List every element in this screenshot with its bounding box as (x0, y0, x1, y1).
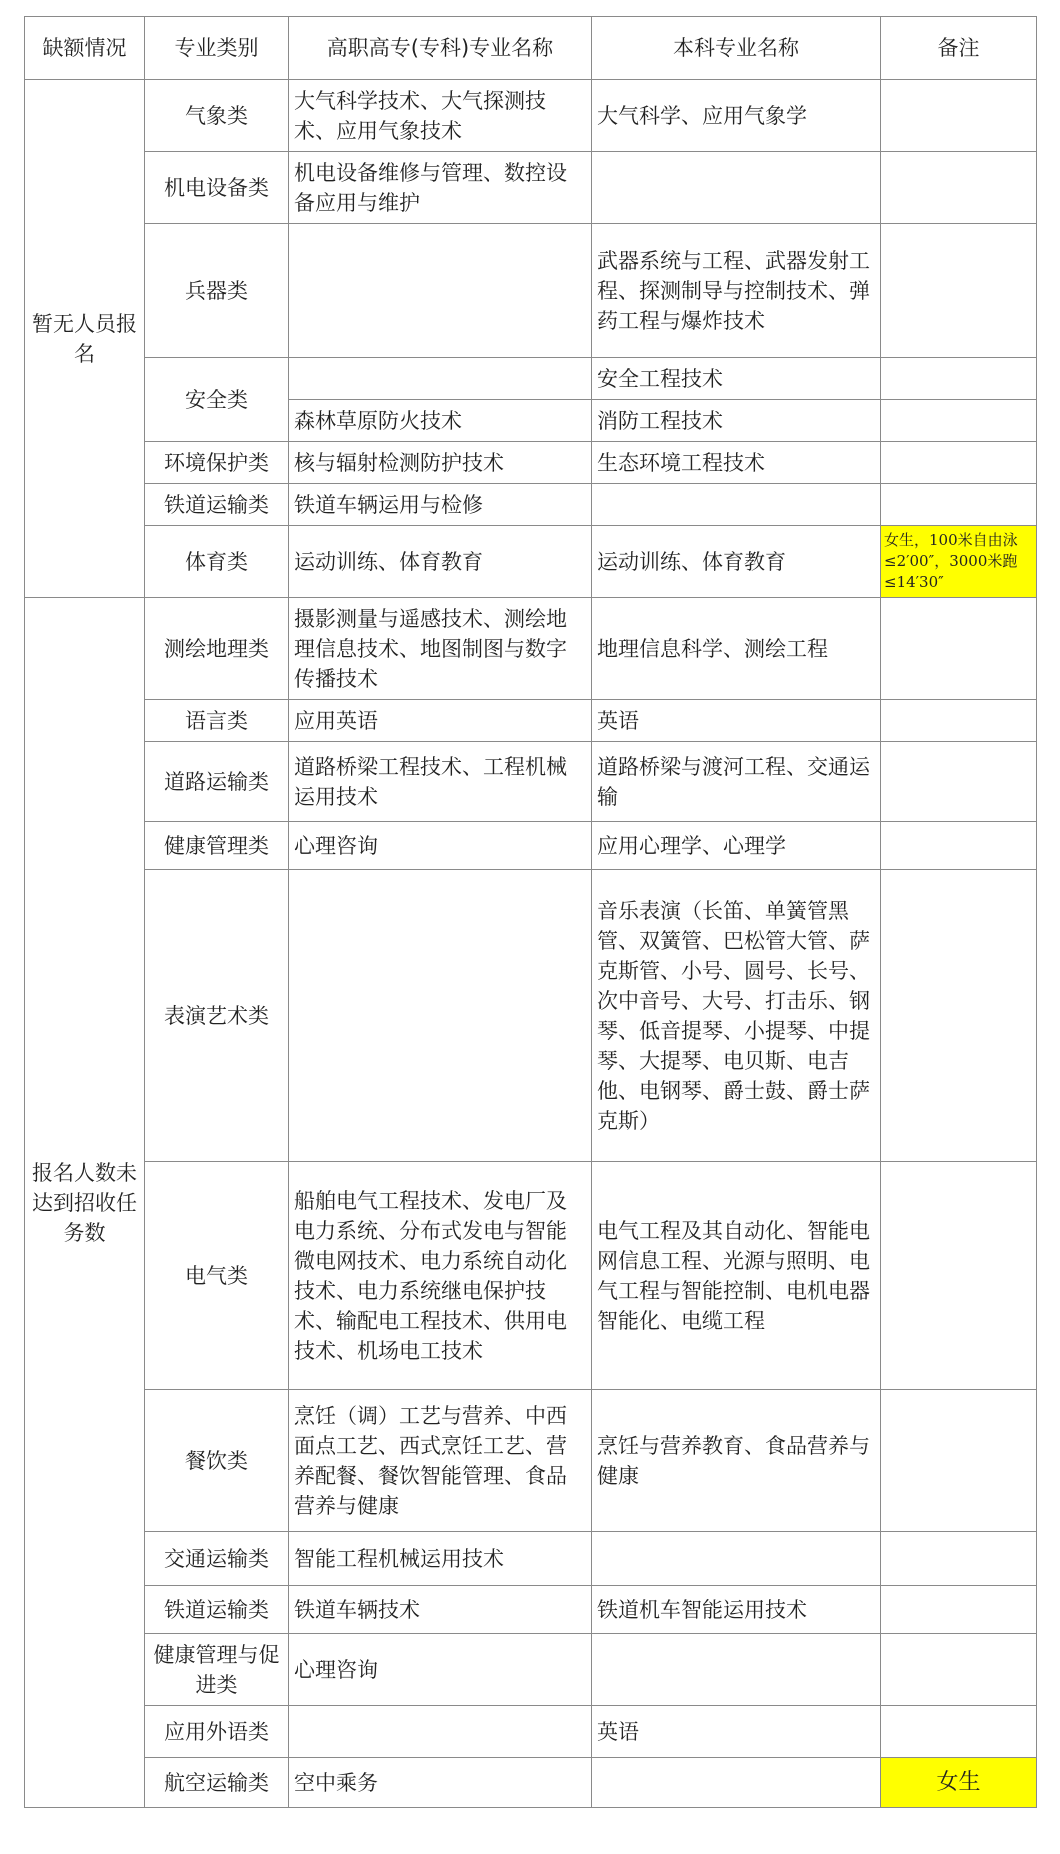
category-cell: 健康管理类 (145, 822, 289, 870)
header-undergrad: 本科专业名称 (592, 17, 881, 80)
category-cell: 餐饮类 (145, 1390, 289, 1532)
undergrad-cell: 生态环境工程技术 (592, 442, 881, 484)
table-row (25, 484, 1037, 526)
category-cell: 交通运输类 (145, 1532, 289, 1586)
vocational-cell (289, 870, 592, 1162)
vocational-cell: 运动训练、体育教育 (289, 526, 592, 598)
header-row (25, 17, 1037, 80)
undergrad-cell (592, 1634, 881, 1706)
note-cell (881, 1390, 1037, 1532)
table-row (25, 742, 1037, 822)
category-cell: 应用外语类 (145, 1706, 289, 1758)
category-cell: 健康管理与促进类 (145, 1634, 289, 1706)
table-row (25, 1162, 1037, 1390)
vocational-cell (289, 224, 592, 358)
table-row (25, 80, 1037, 152)
note-cell (881, 598, 1037, 700)
header-note: 备注 (881, 17, 1037, 80)
vocational-cell: 心理咨询 (289, 822, 592, 870)
category-cell: 安全类 (145, 358, 289, 442)
vocational-cell: 机电设备维修与管理、数控设备应用与维护 (289, 152, 592, 224)
note-cell (881, 1634, 1037, 1706)
category-cell: 测绘地理类 (145, 598, 289, 700)
table-row (25, 358, 1037, 400)
table-row (25, 1758, 1037, 1808)
note-cell-highlight: 女生，100米自由泳≤2′00″，3000米跑≤14′30″ (881, 526, 1037, 598)
vocational-cell: 道路桥梁工程技术、工程机械运用技术 (289, 742, 592, 822)
undergrad-cell: 英语 (592, 1706, 881, 1758)
vocational-cell: 大气科学技术、大气探测技术、应用气象技术 (289, 80, 592, 152)
category-cell: 兵器类 (145, 224, 289, 358)
category-cell: 机电设备类 (145, 152, 289, 224)
vocational-cell: 应用英语 (289, 700, 592, 742)
table-row (25, 1634, 1037, 1706)
header-status: 缺额情况 (25, 17, 145, 80)
category-cell: 道路运输类 (145, 742, 289, 822)
undergrad-cell (592, 484, 881, 526)
vocational-cell: 铁道车辆运用与检修 (289, 484, 592, 526)
vocational-cell: 烹饪（调）工艺与营养、中西面点工艺、西式烹饪工艺、营养配餐、餐饮智能管理、食品营养与健康 (289, 1390, 592, 1532)
undergrad-cell: 武器系统与工程、武器发射工程、探测制导与控制技术、弹药工程与爆炸技术 (592, 224, 881, 358)
vocational-cell (289, 1706, 592, 1758)
note-cell (881, 742, 1037, 822)
vocational-cell: 心理咨询 (289, 1634, 592, 1706)
undergrad-cell: 英语 (592, 700, 881, 742)
table-row (25, 1390, 1037, 1532)
note-cell (881, 152, 1037, 224)
note-cell (881, 1586, 1037, 1634)
table-row (25, 1706, 1037, 1758)
undergrad-cell: 运动训练、体育教育 (592, 526, 881, 598)
note-cell (881, 400, 1037, 442)
table-row (25, 700, 1037, 742)
table-row (25, 1532, 1037, 1586)
group-status-cell: 报名人数未达到招收任务数 (25, 598, 145, 1808)
vocational-cell: 空中乘务 (289, 1758, 592, 1808)
category-cell: 语言类 (145, 700, 289, 742)
category-cell: 电气类 (145, 1162, 289, 1390)
category-cell: 气象类 (145, 80, 289, 152)
note-cell (881, 700, 1037, 742)
undergrad-cell: 安全工程技术 (592, 358, 881, 400)
category-cell: 铁道运输类 (145, 484, 289, 526)
table-row (25, 1586, 1037, 1634)
table-row (25, 870, 1037, 1162)
undergrad-cell: 烹饪与营养教育、食品营养与健康 (592, 1390, 881, 1532)
header-category: 专业类别 (145, 17, 289, 80)
undergrad-cell: 消防工程技术 (592, 400, 881, 442)
undergrad-cell: 应用心理学、心理学 (592, 822, 881, 870)
note-cell (881, 1706, 1037, 1758)
table-row (25, 822, 1037, 870)
note-cell-highlight: 女生 (881, 1758, 1037, 1808)
vocational-cell: 森林草原防火技术 (289, 400, 592, 442)
vocational-cell: 船舶电气工程技术、发电厂及电力系统、分布式发电与智能微电网技术、电力系统自动化技术、电力系统继电保护技术、输配电工程技术、供用电技术、机场电工技术 (289, 1162, 592, 1390)
note-cell (881, 870, 1037, 1162)
undergrad-cell: 地理信息科学、测绘工程 (592, 598, 881, 700)
table-row (25, 224, 1037, 358)
note-cell (881, 358, 1037, 400)
note-cell (881, 1532, 1037, 1586)
vocational-cell: 智能工程机械运用技术 (289, 1532, 592, 1586)
undergrad-cell (592, 1758, 881, 1808)
category-cell: 表演艺术类 (145, 870, 289, 1162)
undergrad-cell: 铁道机车智能运用技术 (592, 1586, 881, 1634)
undergrad-cell (592, 152, 881, 224)
vocational-cell: 铁道车辆技术 (289, 1586, 592, 1634)
category-cell: 环境保护类 (145, 442, 289, 484)
undergrad-cell: 音乐表演（长笛、单簧管黑管、双簧管、巴松管大管、萨克斯管、小号、圆号、长号、次中音号、大号、打击乐、钢琴、低音提琴、小提琴、中提琴、大提琴、电贝斯、电吉他、电钢琴、爵士鼓、爵士萨克斯） (592, 870, 881, 1162)
undergrad-cell: 电气工程及其自动化、智能电网信息工程、光源与照明、电气工程与智能控制、电机电器智能化、电缆工程 (592, 1162, 881, 1390)
note-cell (881, 822, 1037, 870)
note-cell (881, 1162, 1037, 1390)
table-row (25, 152, 1037, 224)
note-cell (881, 442, 1037, 484)
vocational-cell: 核与辐射检测防护技术 (289, 442, 592, 484)
category-cell: 铁道运输类 (145, 1586, 289, 1634)
vacancy-table (24, 16, 1037, 1808)
undergrad-cell: 道路桥梁与渡河工程、交通运输 (592, 742, 881, 822)
header-vocational: 高职高专(专科)专业名称 (289, 17, 592, 80)
note-cell (881, 484, 1037, 526)
category-cell: 航空运输类 (145, 1758, 289, 1808)
vocational-cell (289, 358, 592, 400)
note-cell (881, 80, 1037, 152)
category-cell: 体育类 (145, 526, 289, 598)
table-row (25, 598, 1037, 700)
vocational-cell: 摄影测量与遥感技术、测绘地理信息技术、地图制图与数字传播技术 (289, 598, 592, 700)
note-cell (881, 224, 1037, 358)
undergrad-cell (592, 1532, 881, 1586)
group-status-cell: 暂无人员报名 (25, 80, 145, 598)
table-row (25, 526, 1037, 598)
undergrad-cell: 大气科学、应用气象学 (592, 80, 881, 152)
table-row (25, 442, 1037, 484)
